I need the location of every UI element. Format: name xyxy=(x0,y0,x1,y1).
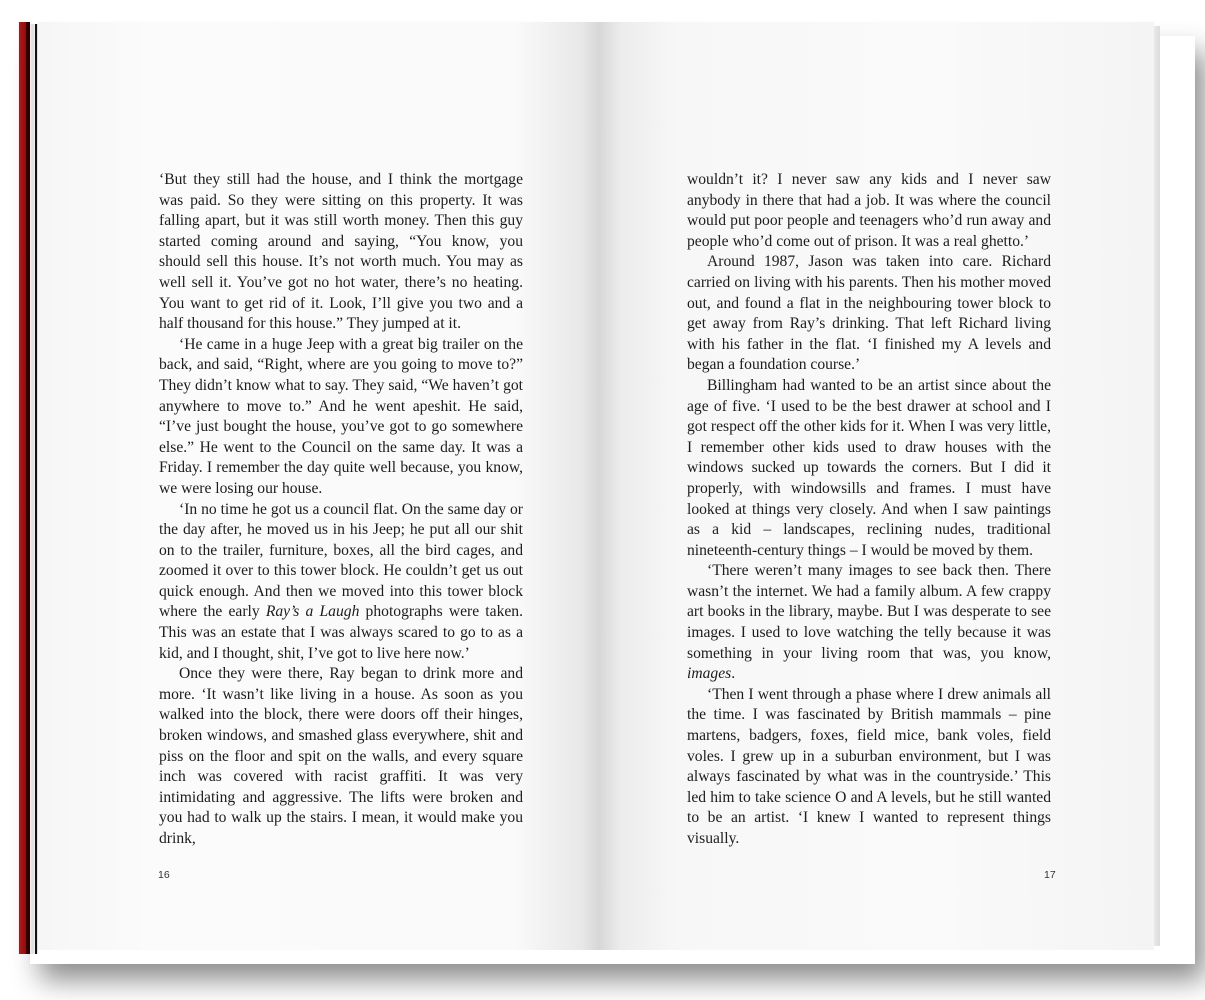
right-paragraph-2: Around 1987, Jason was taken into care. Richard carried on living with his parents. Then his mother moved out, and found a flat in the neighbouring tower block to get away from Ray’s drinking. That left Richard living with his father in the flat. ‘I finished my A levels and began a foundation course.’ xyxy=(687,253,1051,374)
left-paragraph-3-text-before: ‘In no time he got us a council flat. On the same day or the day after, he moved us in his Jeep; he put all our shit on to the trailer, furniture, boxes, all the bird cages, and zoomed it over to this tower block. He couldn’t get us out quick enough. And then we moved into this tower block where the early xyxy=(159,500,523,621)
right-page-body xyxy=(687,170,1051,850)
right-paragraph-5: ‘Then I went through a phase where I drew animals all the time. I was fascinated by British mammals – pine martens, badgers, foxes, field mice, bank voles, field voles. I grew up in a suburban environment, but I was always fascinated by what was in the countryside.’ This led him to take science O and A levels, but he still wanted to be an artist. ‘I knew I wanted to represent things visually. xyxy=(687,685,1051,847)
right-paragraph-4-text-after: . xyxy=(731,665,736,683)
left-paragraph-2: ‘He came in a huge Jeep with a great big trailer on the back, and said, “Right, where are you going to move to?” They didn’t know what to say. They said, “We haven’t got anywhere to move to.” And he went apeshit. He said, “I’ve just bought the house, you’ve got to go somewhere else.” He went to the Council on the same day. It was a Friday. I remember the day quite well because, you know, we were losing our house. xyxy=(159,335,523,497)
right-paragraph-4-text-before: ‘There weren’t many images to see back then. There wasn’t the internet. We had a family album. A few crappy art books in the library, maybe. But I was desperate to see images. I used to love watching the telly because it was something in your living room that was, you know, xyxy=(687,562,1051,662)
right-paragraph-4 xyxy=(687,561,1051,685)
left-paragraph-4: Once they were there, Ray began to drink more and more. ‘It wasn’t like living in a house. As soon as you walked into the block, there were doors off their hinges, broken windows, and smashed glass everywhere, shit and piss on the floor and spit on the walls, and every square inch was covered with racist graffiti. It was very intimidating and aggressive. The lifts were broken and you had to walk up the stairs. I mean, it would make you drink, xyxy=(159,665,523,847)
right-page xyxy=(598,22,1154,950)
left-paragraph-3-text-after: photographs were taken. This was an estate that I was always scared to go to as a kid, and I thought, shit, I’ve got to live here now.’ xyxy=(159,603,523,662)
left-page-stack-line xyxy=(35,24,37,954)
right-paragraph-4-italic-word: images xyxy=(687,665,732,683)
right-paragraph-3: Billingham had wanted to be an artist since about the age of five. ‘I used to be the best drawer at school and I got respect off the other kids for it. When I was very little, I remember other kids used to draw houses with the windows sucked up towards the corners. But I did it properly, with windowsills and frames. I must have looked at things very closely. And when I saw paintings as a kid – landscapes, reclining nudes, traditional nineteenth-century things – I would be moved by them. xyxy=(687,376,1051,559)
left-page-body xyxy=(159,170,523,850)
left-paragraph-3-italic-title: Ray’s a Laugh xyxy=(265,603,360,621)
right-page-number: 17 xyxy=(1044,869,1056,881)
left-page xyxy=(38,22,598,950)
left-paragraph-3 xyxy=(159,500,523,665)
right-paragraph-1: wouldn’t it? I never saw any kids and I never saw anybody in there that had a job. It was where the council would put poor people and teenagers who’d run away and people who’d come out of prison. It was a real ghetto.’ xyxy=(687,171,1051,250)
left-page-number: 16 xyxy=(158,869,170,881)
left-paragraph-1: ‘But they still had the house, and I think the mortgage was paid. So they were sitting on this property. It was falling apart, but it was still worth money. Then this guy started coming around and saying, “You know, you should sell this house. It’s not worth much. You may as well sell it. You’ve got no hot water, there’s no heating. You want to get rid of it. Look, I’ll give you two and a half thousand for this house.” They jumped at it. xyxy=(159,171,523,333)
